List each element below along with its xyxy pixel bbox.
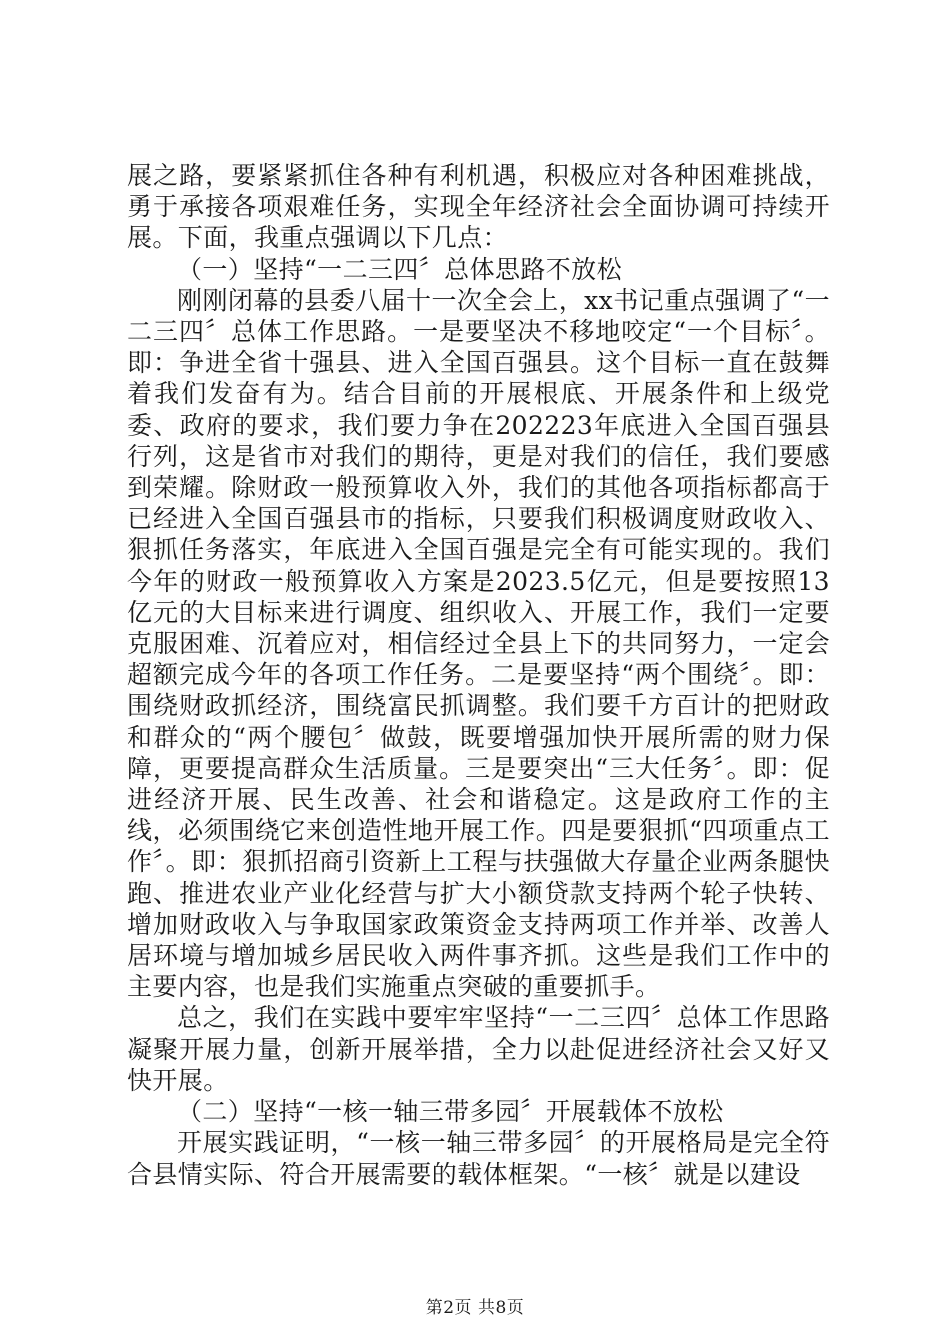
document-body xyxy=(127,160,830,1190)
section-heading-2: （二）坚持“一核一轴三带多园〞开展载体不放松 xyxy=(177,1097,724,1127)
paragraph-continuation: 展之路，要紧紧抓住各种有利机遇，积极应对各种困难挑战，勇于承接各项艰难任务，实现全年经济社会全面协调可持续开展。下面，我重点强调以下几点： xyxy=(127,161,830,253)
page-footer: 第2页 共8页 xyxy=(425,1298,525,1318)
paragraph-summary: 总之，我们在实践中要牢牢坚持“一二三四〞总体工作思路凝聚开展力量，创新开展举措，全力以赴促进经济社会又好又快开展。 xyxy=(127,1003,830,1095)
section-heading-1: （一）坚持“一二三四〞总体思路不放松 xyxy=(177,254,622,284)
paragraph-overall-approach: 刚刚闭幕的县委八届十一次全会上，xx书记重点强调了“一二三四〞总体工作思路。一是要坚决不移地咬定“一个目标〞。即：争进全省十强县、进入全国百强县。这个目标一直在鼓舞着我们发奋有为。结合目前的开展根底、开展条件和上级党委、政府的要求，我们要力争在202223年底进入全国百强县行列，这是省市对我们的期待，更是对我们的信任，我们要感到荣耀。除财政一般预算收入外，我们的其他各项指标都高于已经进入全国百强县市的指标，只要我们积极调度财政收入、狠抓任务落实，年底进入全国百强是完全有可能实现的。我们今年的财政一般预算收入方案是2023.5亿元，但是要按照13亿元的大目标来进行调度、组织收入、开展工作，我们一定要克服困难、沉着应对，相信经过全县上下的共同努力，一定会超额完成今年的各项工作任务。二是要坚持“两个围绕〞。即：围绕财政抓经济，围绕富民抓调整。我们要千方百计的把财政和群众的“两个腰包〞做鼓，既要增强加快开展所需的财力保障，更要提高群众生活质量。三是要突出“三大任务〞。即：促进经济开展、民生改善、社会和谐稳定。这是政府工作的主线，必须围绕它来创造性地开展工作。四是要狠抓“四项重点工作〞。即：狠抓招商引资新上工程与扶强做大存量企业两条腿快跑、推进农业产业化经营与扩大小额贷款支持两个轮子快转、增加财政收入与争取国家政策资金支持两项工作并举、改善人居环境与增加城乡居民收入两件事齐抓。这些是我们工作中的主要内容，也是我们实施重点突破的重要抓手。 xyxy=(127,285,830,1002)
paragraph-development-layout: 开展实践证明，“一核一轴三带多园〞的开展格局是完全符合县情实际、符合开展需要的载体框架。“一核〞就是以建设 xyxy=(127,1128,830,1189)
